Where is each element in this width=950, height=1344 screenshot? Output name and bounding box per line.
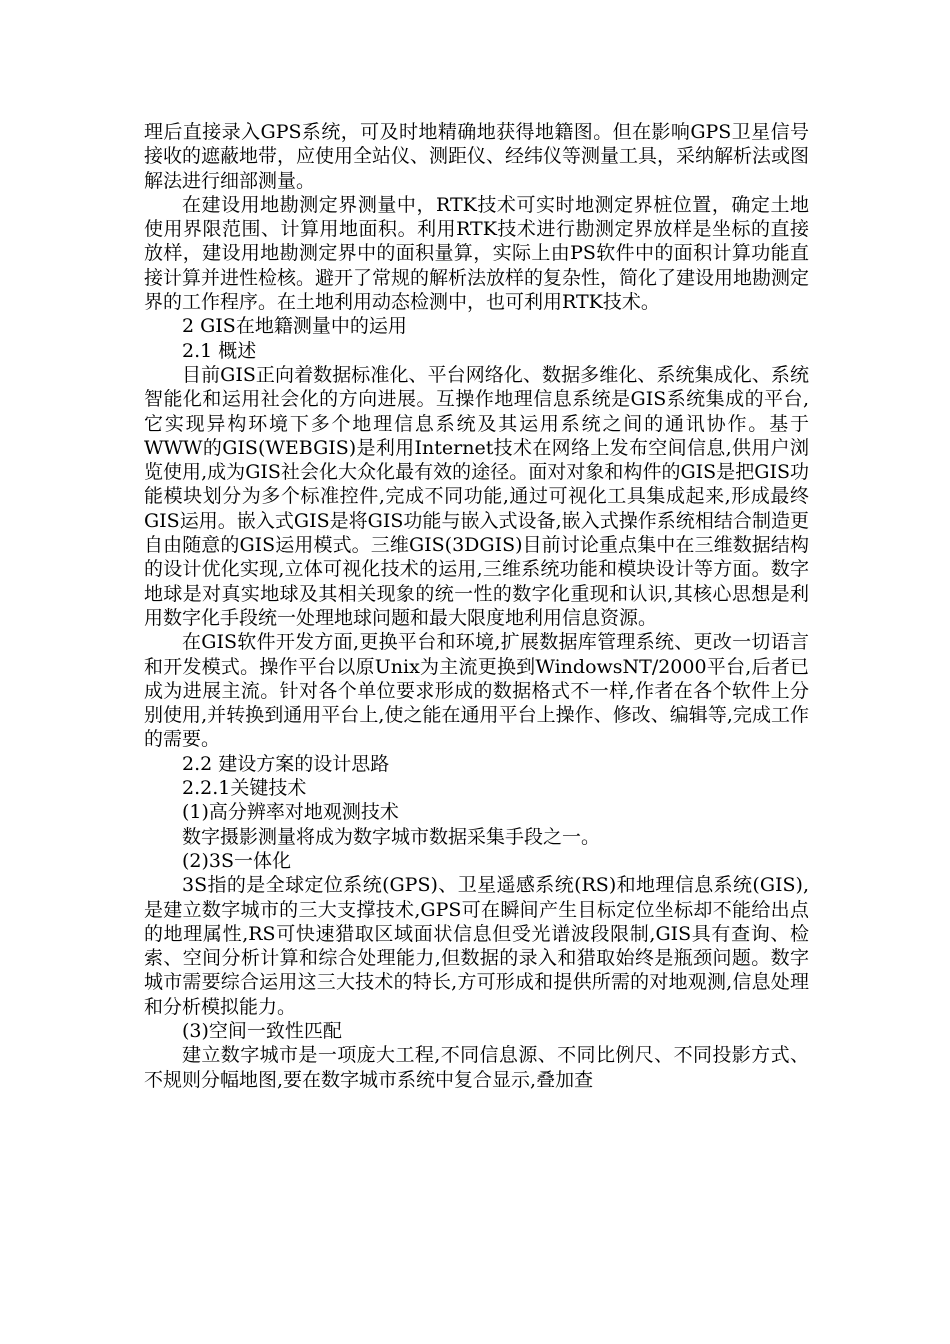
document-page — [144, 120, 809, 1092]
paragraph-gis-software-development: 在GIS软件开发方面,更换平台和环境,扩展数据库管理系统、更改一切语言和开发模式。操作平台以原Unix为主流更换到WindowsNT/2000平台,后者已成为进展主流。针对各个单位要求形成的数据格式不一样,作者在各个软件上分别使用,并转换到通用平台上,使之能在通用平台上操作、修改、编辑等,完成工作的需要。 — [144, 631, 809, 751]
paragraph-rtk-boundary-survey: 在建设用地勘测定界测量中，RTK技术可实时地测定界桩位置，确定土地使用界限范围、计算用地面积。利用RTK技术进行勘测定界放样是坐标的直接放样，建设用地勘测定界中的面积量算，实际上由PS软件中的面积计算功能直接计算并进性检核。避开了常规的解析法放样的复杂性，简化了建设用地勘测定界的工作程序。在土地利用动态检测中，也可利用RTK技术。 — [144, 193, 810, 314]
subheading-spatial-matching: (3)空间一致性匹配 — [182, 1019, 342, 1042]
section-heading-2-1: 2.1 概述 — [182, 339, 257, 362]
paragraph-gps-continuation: 理后直接录入GPS系统，可及时地精确地获得地籍图。但在影响GPS卫星信号接收的遮蔽地带，应使用全站仪、测距仪、经纬仪等测量工具，采纳解析法或图解法进行细部测量。 — [144, 121, 810, 192]
paragraph-digital-city-project: 建立数字城市是一项庞大工程,不同信息源、不同比例尺、不同投影方式、不规则分幅地图,要在数字城市系统中复合显示,叠加查 — [144, 1044, 809, 1091]
subheading-high-resolution: (1)高分辨率对地观测技术 — [182, 801, 399, 824]
paragraph-digital-photogrammetry: 数字摄影测量将成为数字城市数据采集手段之一。 — [182, 825, 601, 848]
section-heading-2-2: 2.2 建设方案的设计思路 — [182, 752, 390, 775]
paragraph-gis-trends: 目前GIS正向着数据标准化、平台网络化、数据多维化、系统集成化、系统智能化和运用社会化的方向进展。互操作地理信息系统是GIS系统集成的平台,它实现异构环境下多个地理信息系统及其运用系统之间的通讯协作。基于WWW的GIS(WEBGIS)是利用Internet技术在网络上发布空间信息,供用户浏览使用,成为GIS社会化大众化最有效的途径。面对对象和构件的GIS是把GIS功能模块划分为多个标准控件,完成不同功能,通过可视化工具集成起来,形成最终GIS运用。嵌入式GIS是将GIS功能与嵌入式设备,嵌入式操作系统相结合制造更自由随意的GIS运用模式。三维GIS(3DGIS)目前讨论重点集中在三维数据结构的设计优化实现,立体可视化技术的运用,三维系统功能和模块设计等方面。数字地球是对真实地球及其相关现象的统一性的数字化重现和认识,其核心思想是利用数字化手段统一处理地球问题和最大限度地利用信息资源。 — [144, 363, 809, 629]
paragraph-3s-description: 3S指的是全球定位系统(GPS)、卫星遥感系统(RS)和地理信息系统(GIS),是建立数字城市的三大支撑技术,GPS可在瞬间产生目标定位坐标却不能给出点的地理属性,RS可快速猎取区域面状信息但受光谱波段限制,GIS具有查询、检索、空间分析计算和综合处理能力,但数据的录入和猎取始终是瓶颈问题。数字城市需要综合运用这三大技术的特长,方可形成和提供所需的对地观测,信息处理和分析模拟能力。 — [144, 874, 809, 1018]
subheading-3s-integration: (2)3S一体化 — [182, 849, 292, 872]
section-heading-2-2-1: 2.2.1关键技术 — [182, 777, 307, 800]
section-heading-2: 2 GIS在地籍测量中的运用 — [182, 315, 407, 338]
